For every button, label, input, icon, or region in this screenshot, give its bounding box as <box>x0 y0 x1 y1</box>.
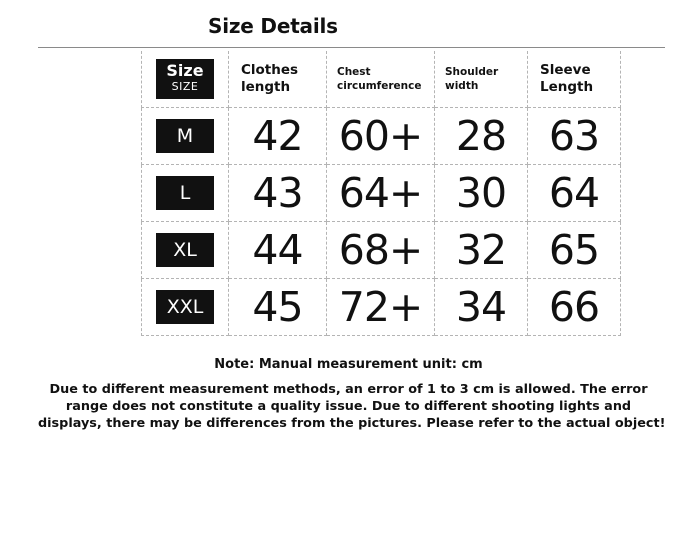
shoulder-value: 34 <box>435 279 528 336</box>
disclaimer-text <box>38 381 666 432</box>
title-divider <box>38 47 665 48</box>
sleeve-value: 63 <box>528 108 621 165</box>
chest-value: 60+ <box>327 108 435 165</box>
chest-value: 68+ <box>327 222 435 279</box>
column-header-chest-circumference <box>327 51 435 108</box>
size-cell <box>142 279 229 336</box>
shoulder-value: 32 <box>435 222 528 279</box>
table-row <box>142 279 621 336</box>
shoulder-value: 28 <box>435 108 528 165</box>
size-badge: M <box>156 119 214 153</box>
size-badge: XXL <box>156 290 214 324</box>
table-row <box>142 222 621 279</box>
clothes-length-value: 42 <box>229 108 327 165</box>
chest-value: 64+ <box>327 165 435 222</box>
size-badge: L <box>156 176 214 210</box>
shoulder-value: 30 <box>435 165 528 222</box>
size-chart-table <box>141 51 621 336</box>
column-header-line: Shoulder <box>445 66 499 78</box>
size-header-badge <box>156 59 214 99</box>
clothes-length-value: 45 <box>229 279 327 336</box>
column-header-shoulder-width <box>435 51 528 108</box>
size-header-sublabel: SIZE <box>171 80 199 93</box>
disclaimer-line: displays, there may be differences from the pictures. Please refer to the actual object! <box>38 416 666 431</box>
measurement-note: Note: Manual measurement unit: cm <box>214 357 483 372</box>
column-header-line: width <box>445 80 479 92</box>
chest-value: 72+ <box>327 279 435 336</box>
table-header-row <box>142 51 621 108</box>
size-header-label: Size <box>166 61 204 80</box>
page-title: Size Details <box>208 14 338 38</box>
size-cell <box>142 108 229 165</box>
column-header-line: Length <box>540 79 594 95</box>
column-header-line: Chest <box>337 66 371 78</box>
size-cell <box>142 165 229 222</box>
clothes-length-value: 44 <box>229 222 327 279</box>
size-badge: XL <box>156 233 214 267</box>
table-row <box>142 165 621 222</box>
disclaimer-line: Due to different measurement methods, an error of 1 to 3 cm is allowed. The error <box>49 382 648 397</box>
sleeve-value: 64 <box>528 165 621 222</box>
column-header-line: Sleeve <box>540 62 591 78</box>
size-header-cell <box>142 51 229 108</box>
sleeve-value: 66 <box>528 279 621 336</box>
column-header-sleeve-length <box>528 51 621 108</box>
size-cell <box>142 222 229 279</box>
column-header-line: Clothes <box>241 62 299 78</box>
column-header-line: circumference <box>337 80 422 92</box>
column-header-clothes-length <box>229 51 327 108</box>
table-row <box>142 108 621 165</box>
disclaimer-line: range does not constitute a quality issue. Due to different shooting lights and <box>65 399 632 414</box>
clothes-length-value: 43 <box>229 165 327 222</box>
column-header-line: length <box>241 79 291 95</box>
sleeve-value: 65 <box>528 222 621 279</box>
